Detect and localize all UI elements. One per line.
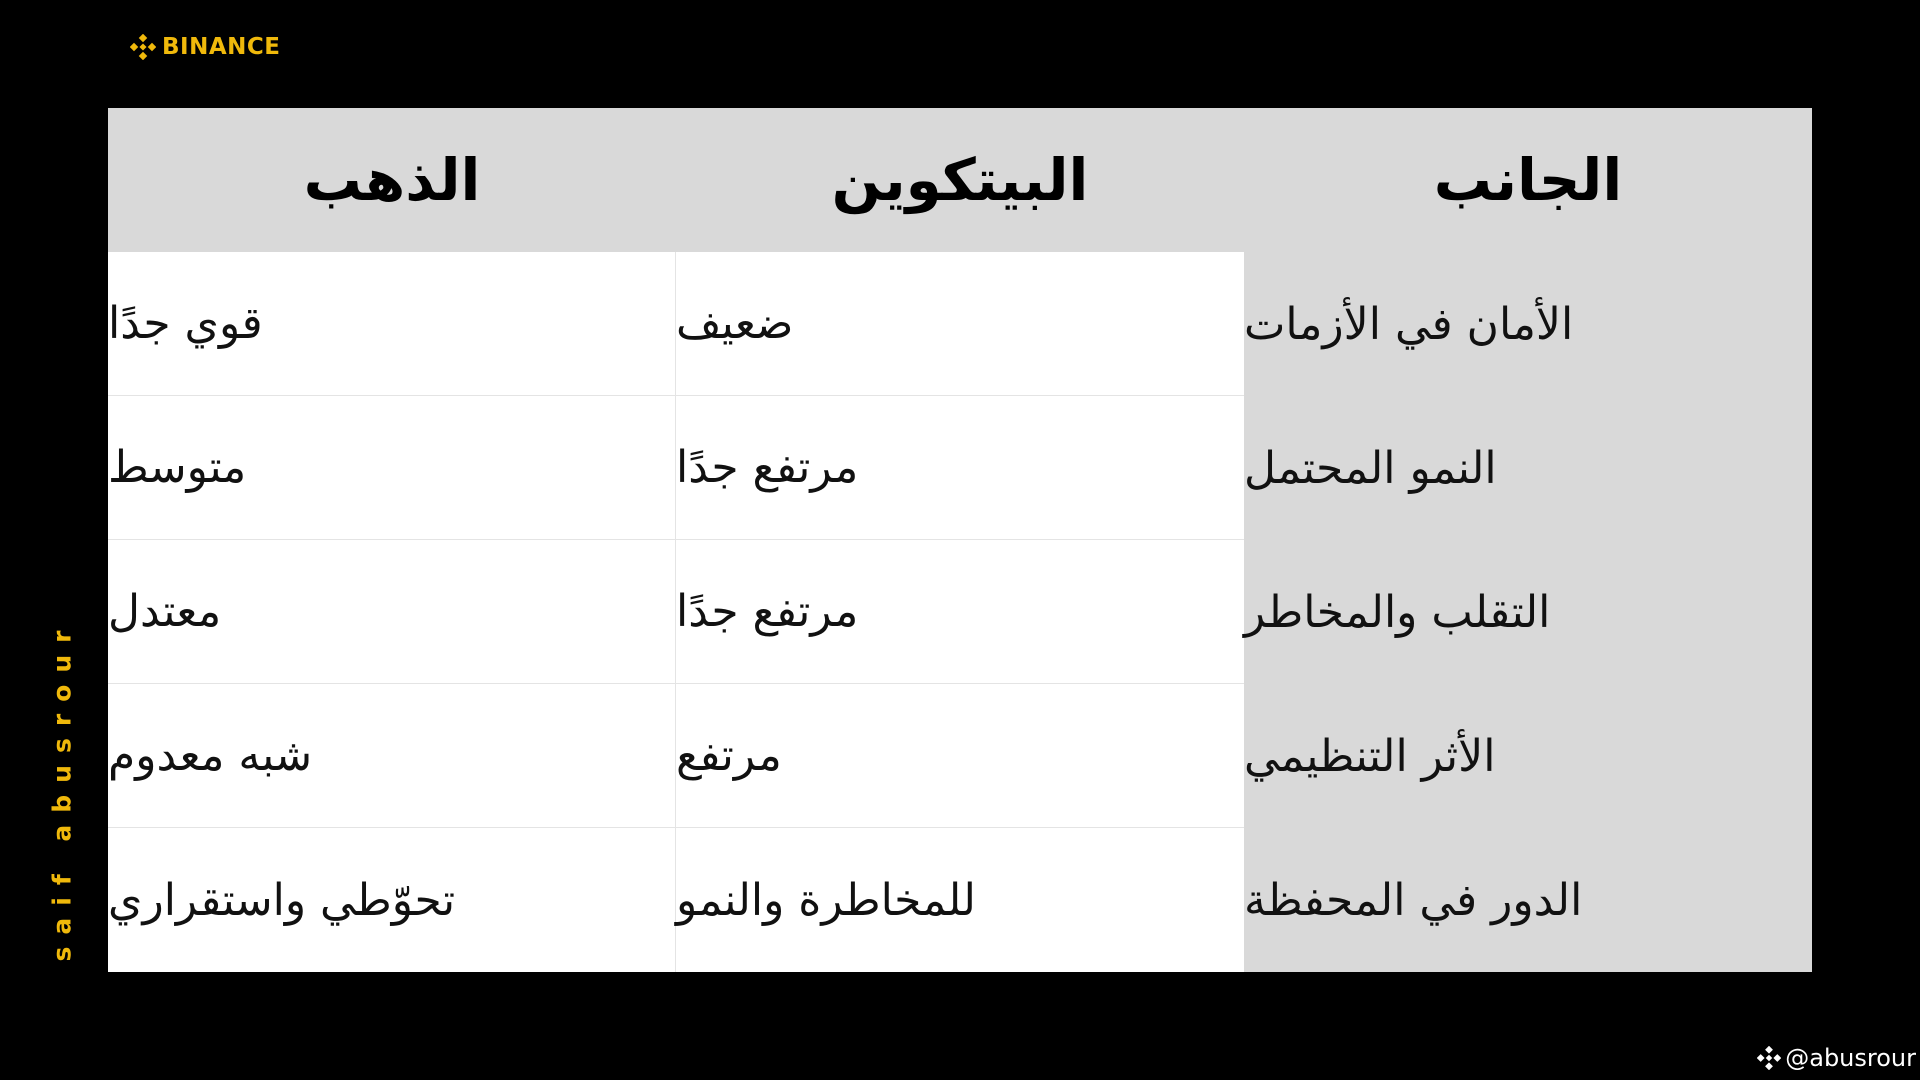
cell-bitcoin: ضعيف bbox=[676, 252, 1244, 396]
header-bitcoin: البيتكوين bbox=[676, 108, 1244, 252]
header-gold: الذهب bbox=[108, 108, 676, 252]
author-handle bbox=[1757, 1044, 1916, 1072]
handle-text: @abusrour bbox=[1785, 1044, 1916, 1072]
cell-bitcoin: مرتفع bbox=[676, 684, 1244, 828]
cell-gold: متوسط bbox=[108, 396, 676, 540]
cell-aspect: الأثر التنظيمي bbox=[1244, 684, 1812, 828]
brand-logo bbox=[130, 34, 280, 60]
cell-gold: شبه معدوم bbox=[108, 684, 676, 828]
cell-aspect: النمو المحتمل bbox=[1244, 396, 1812, 540]
brand-name: BINANCE bbox=[162, 34, 281, 60]
cell-aspect: الدور في المحفظة bbox=[1244, 828, 1812, 972]
cell-aspect: التقلب والمخاطر bbox=[1244, 540, 1812, 684]
cell-bitcoin: مرتفع جدًا bbox=[676, 396, 1244, 540]
binance-logo-icon bbox=[1757, 1046, 1781, 1070]
cell-bitcoin: للمخاطرة والنمو bbox=[676, 828, 1244, 972]
cell-gold: تحوّطي واستقراري bbox=[108, 828, 676, 972]
binance-logo-icon bbox=[130, 34, 156, 60]
comparison-table bbox=[108, 108, 1812, 972]
cell-bitcoin: مرتفع جدًا bbox=[676, 540, 1244, 684]
cell-aspect: الأمان في الأزمات bbox=[1244, 252, 1812, 396]
cell-gold: قوي جدًا bbox=[108, 252, 676, 396]
cell-gold: معتدل bbox=[108, 540, 676, 684]
signature-text: saif abusrour bbox=[47, 618, 77, 962]
header-aspect: الجانب bbox=[1244, 108, 1812, 252]
